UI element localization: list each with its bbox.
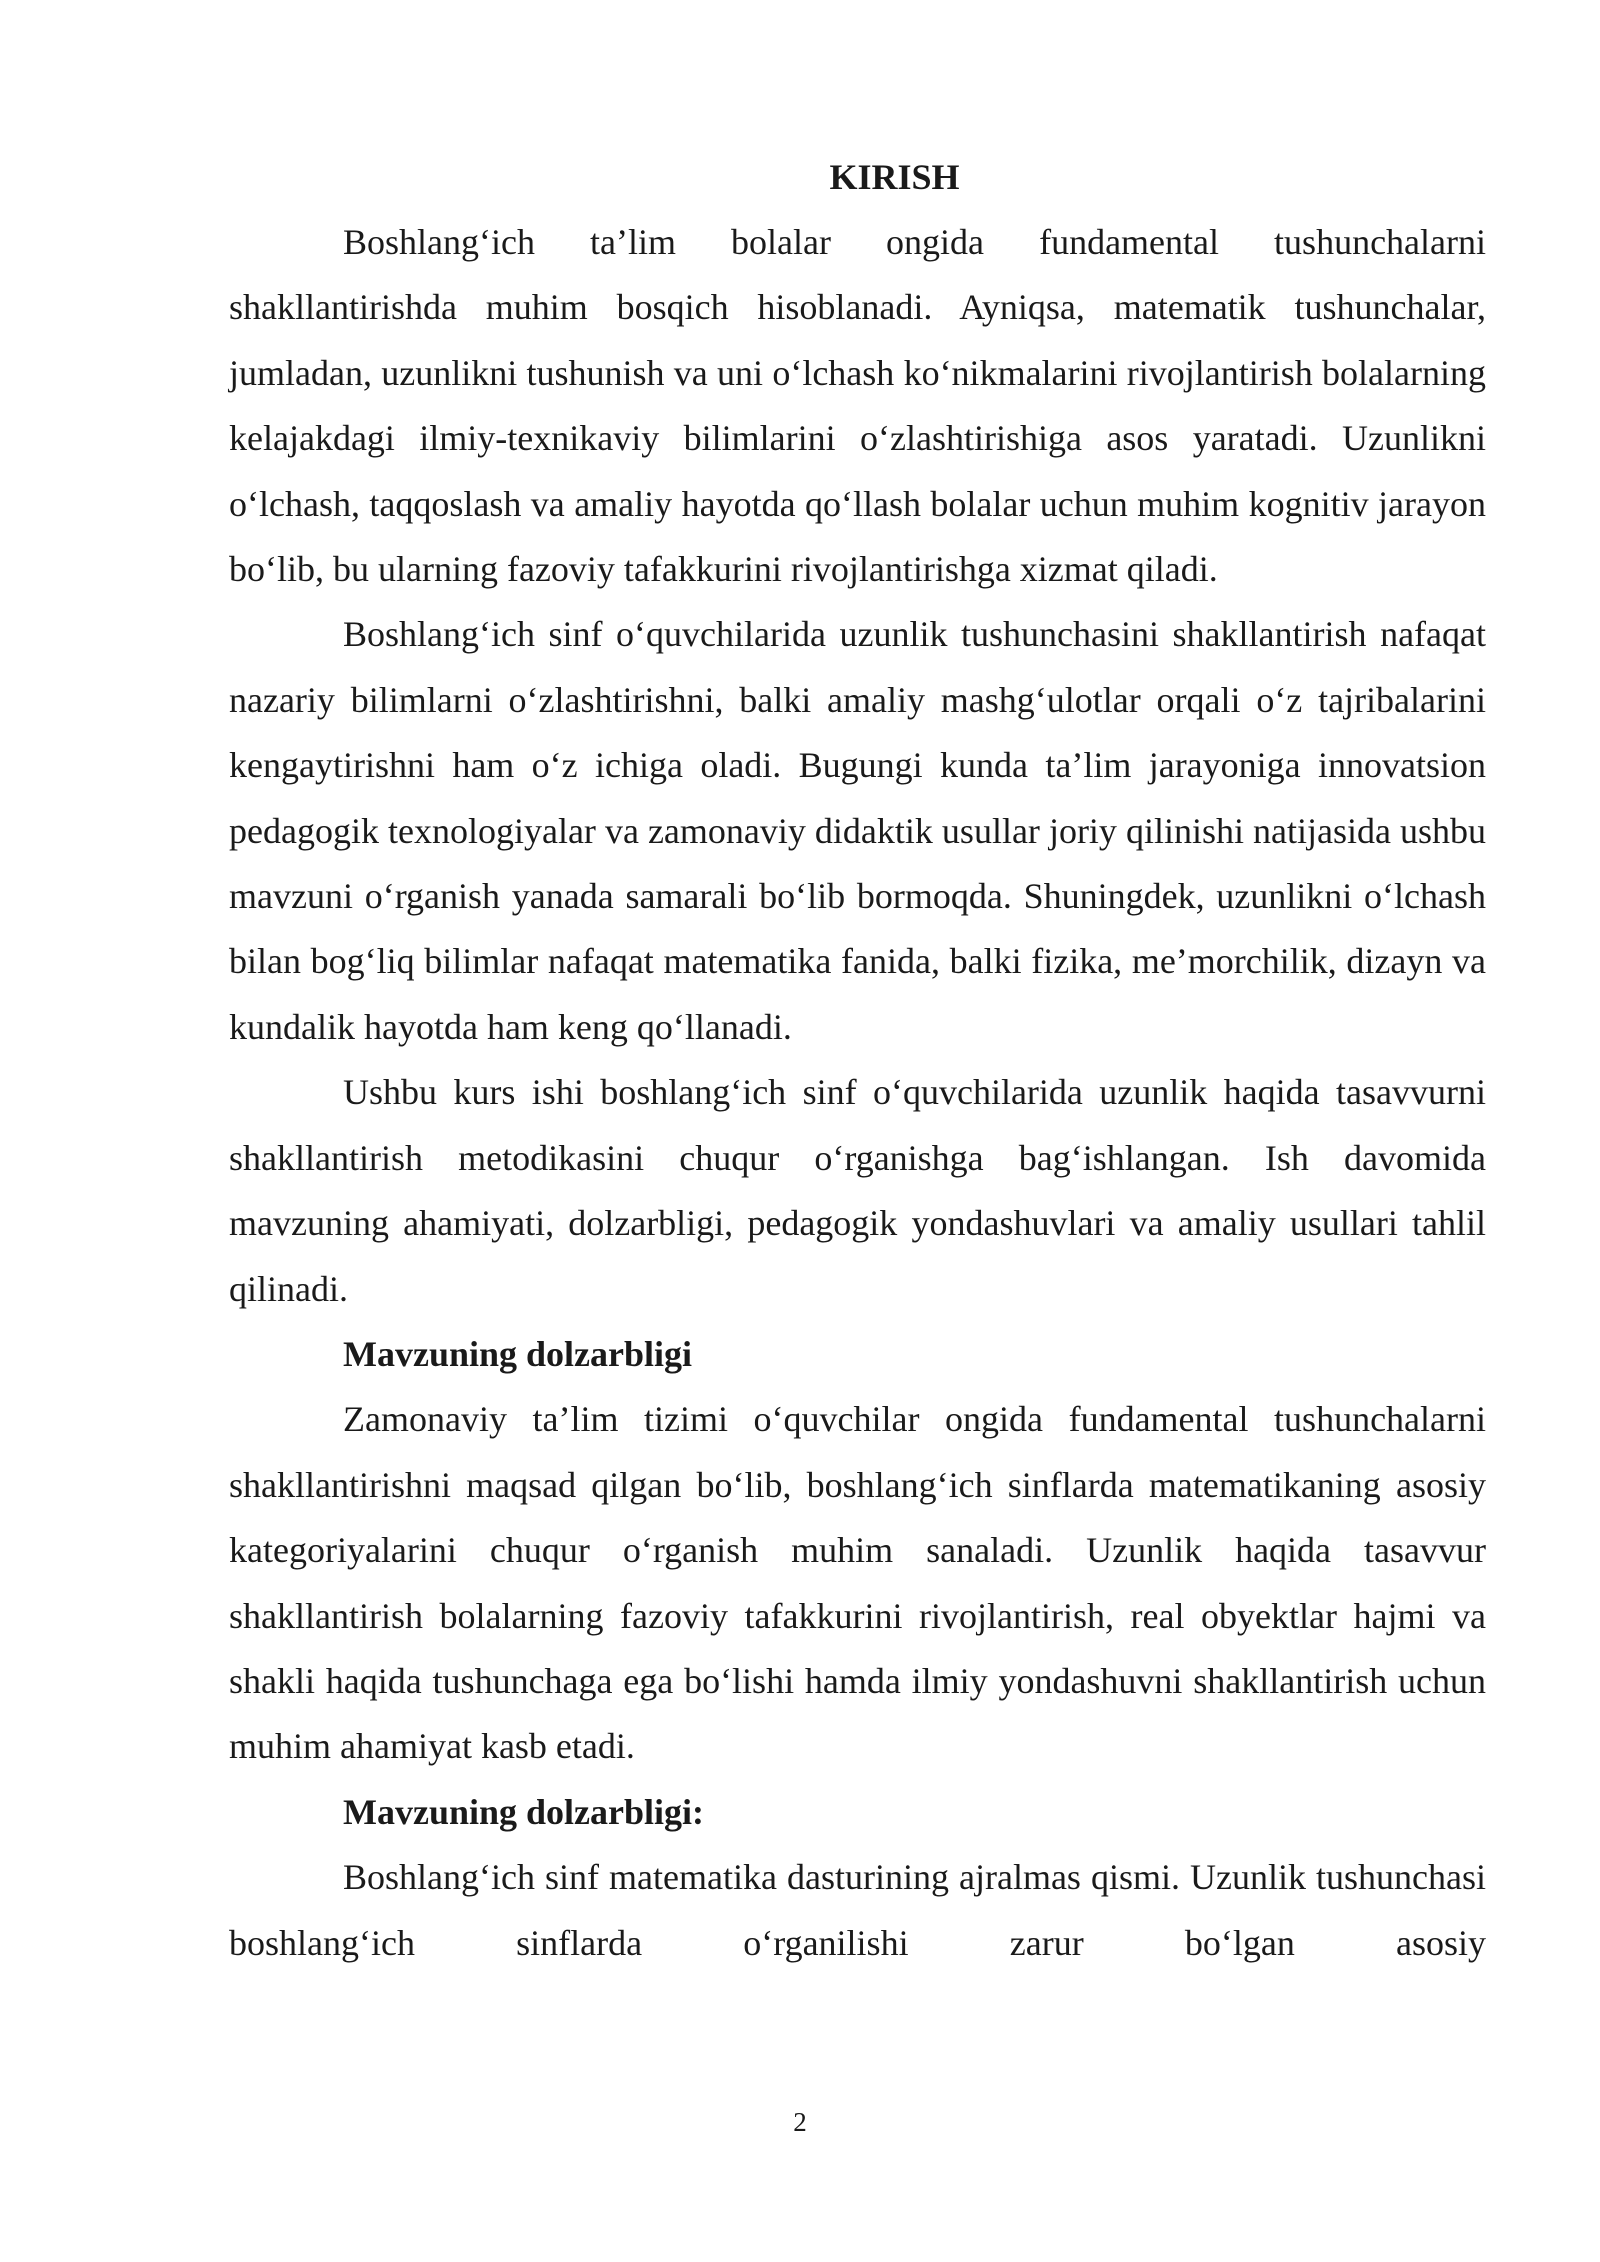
intro-paragraph-1: Boshlang‘ich ta’lim bolalar ongida fundamental tushunchalarni shakllantirishda muhim bosqich hisoblanadi. Ayniqsa, matematik tushunchalar, jumladan, uzunlikni tushunish va uni o‘lchash ko‘nikmalarini rivojlantirish bolalarning kelajakdagi ilmiy-texnikaviy bilimlarini o‘zlashtirishiga asos yaratadi. Uzunlikni o‘lchash, taqqoslash va amaliy hayotda qo‘llash bolalar uchun muhim kognitiv jarayon bo‘lib, bu ularning fazoviy tafakkurini rivojlantirishga xizmat qiladi.	[229, 222, 1486, 590]
intro-paragraph-2: Boshlang‘ich sinf o‘quvchilarida uzunlik tushunchasini shakllantirish nafaqat nazariy bilimlarni o‘zlashtirishni, balki amaliy mashg‘ulotlar orqali o‘z tajribalarini kengaytirishni ham o‘z ichiga oladi. Bugungi kunda ta’lim jarayoniga innovatsion pedagogik texnologiyalar va zamonaviy didaktik usullar joriy qilinishi natijasida ushbu mavzuni o‘rganish yanada samarali bo‘lib bormoqda. Shuningdek, uzunlikni o‘lchash bilan bog‘liq bilimlar nafaqat matematika fanida, balki fizika, me’morchilik, dizayn va kundalik hayotda ham keng qo‘llanadi.	[229, 614, 1486, 1047]
relevance-paragraph: Zamonaviy ta’lim tizimi o‘quvchilar ongida fundamental tushunchalarni shakllantirishni maqsad qilgan bo‘lib, boshlang‘ich sinflarda matematikaning asosiy kategoriyalarini chuqur o‘rganish muhim sanaladi. Uzunlik haqida tasavvur shakllantirish bolalarning fazoviy tafakkurini rivojlantirish, real obyektlar hajmi va shakli haqida tushunchaga ega bo‘lishi hamda ilmiy yondashuvni shakllantirish uchun muhim ahamiyat kasb etadi.	[229, 1399, 1486, 1767]
section-title: KIRISH	[829, 157, 960, 197]
subheading-relevance: Mavzuning dolzarbligi	[343, 1333, 693, 1374]
intro-paragraph-3: Ushbu kurs ishi boshlang‘ich sinf o‘quvchilarida uzunlik haqida tasavvurni shakllantirish metodikasini chuqur o‘rganishga bag‘ishlangan. Ish davomida mavzuning ahamiyati, dolzarbligi, pedagogik yondashuvlari va amaliy usullari tahlil qilinadi.	[229, 1072, 1486, 1309]
page-content	[229, 145, 1486, 1976]
subheading-relevance-2: Mavzuning dolzarbligi:	[343, 1791, 705, 1832]
final-paragraph: Boshlang‘ich sinf matematika dasturining ajralmas qismi. Uzunlik tushunchasi boshlang‘ich sinflarda o‘rganilishi zarur bo‘lgan asosiy	[229, 1857, 1486, 1963]
page-number: 2	[793, 2107, 807, 2137]
